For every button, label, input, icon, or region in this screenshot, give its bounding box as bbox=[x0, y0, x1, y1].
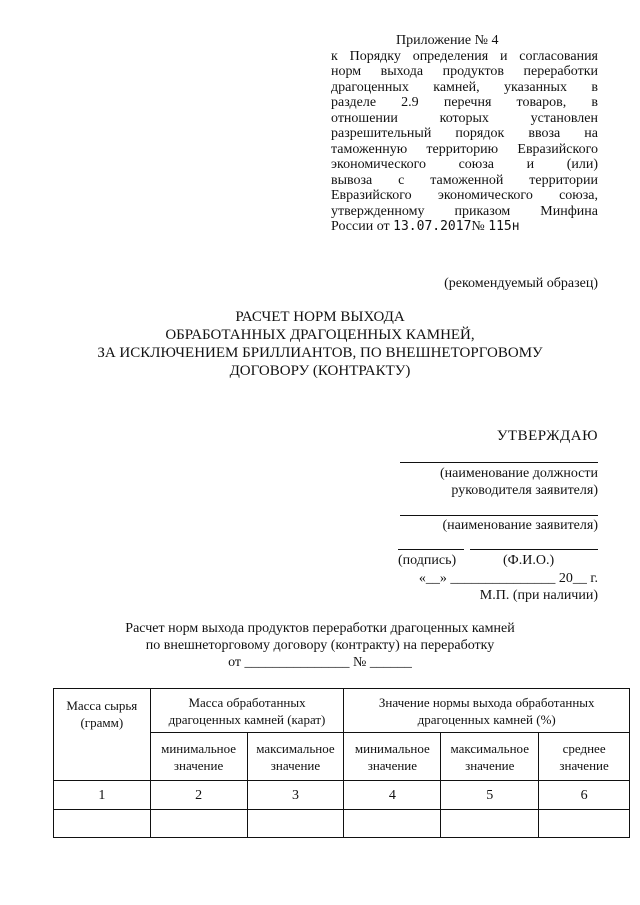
heading-line: драгоценных камней, указанных в bbox=[331, 79, 598, 95]
table-cell[interactable] bbox=[344, 810, 441, 838]
position-caption-2: руководителя заявителя) bbox=[451, 483, 598, 498]
order-date-prefix: России от bbox=[331, 219, 390, 234]
table-cell[interactable] bbox=[150, 810, 247, 838]
table-cell[interactable] bbox=[247, 810, 344, 838]
table-cell[interactable] bbox=[441, 810, 539, 838]
signature-line bbox=[398, 549, 464, 550]
subtitle-line: по внешнеторговому договору (контракту) на переработку bbox=[145, 638, 495, 653]
title-line: ЗА ИСКЛЮЧЕНИЕМ БРИЛЛИАНТОВ, ПО ВНЕШНЕТОРГОВОМУ bbox=[97, 345, 543, 361]
min-mass-header: минимальное значение bbox=[150, 733, 247, 781]
min-norm-header: минимальное значение bbox=[344, 733, 441, 781]
heading-line: утвержденному приказом Минфина bbox=[331, 203, 598, 219]
column-number: 3 bbox=[247, 781, 344, 810]
calculation-subtitle bbox=[80, 620, 560, 671]
heading-line: Евразийского экономического союза, bbox=[331, 188, 598, 203]
heading-line: к Порядку определения и согласования bbox=[331, 48, 598, 64]
fio-line bbox=[470, 549, 598, 550]
heading-line: разделе 2.9 перечня товаров, в bbox=[331, 95, 598, 110]
subtitle-line: от _______________ № ______ bbox=[228, 655, 412, 670]
order-date-line bbox=[331, 219, 598, 235]
heading-line: таможенную территорию Евразийского bbox=[331, 141, 598, 157]
fio-caption: (Ф.И.О.) bbox=[503, 553, 555, 568]
applicant-caption: (наименование заявителя) bbox=[442, 518, 598, 533]
sample-note: (рекомендуемый образец) bbox=[444, 276, 598, 291]
heading-line: экономического союза и (или) bbox=[331, 157, 598, 172]
order-date: 13.07.2017 bbox=[393, 219, 472, 234]
annex-number: Приложение № 4 bbox=[396, 33, 499, 48]
column-number: 4 bbox=[344, 781, 441, 810]
title-line: РАСЧЕТ НОРМ ВЫХОДА bbox=[235, 309, 405, 325]
subtitle-line: Расчет норм выхода продуктов переработки драгоценных камней bbox=[125, 621, 515, 636]
raw-mass-header: Масса сырья (грамм) bbox=[54, 689, 151, 781]
processed-mass-header: Масса обработанных драгоценных камней (карат) bbox=[150, 689, 344, 733]
seal-note: М.П. (при наличии) bbox=[479, 588, 598, 603]
heading-line: вывоза с таможенной территории bbox=[331, 172, 598, 188]
order-number-sign: № bbox=[471, 219, 485, 234]
heading-line: норм выхода продуктов переработки bbox=[331, 64, 598, 79]
column-number: 2 bbox=[150, 781, 247, 810]
column-number-row bbox=[54, 781, 630, 810]
position-line bbox=[400, 462, 598, 463]
heading-line: разрешительный порядок ввоза на bbox=[331, 126, 598, 141]
table-cell[interactable] bbox=[539, 810, 630, 838]
column-number: 6 bbox=[539, 781, 630, 810]
approve-word: УТВЕРЖДАЮ bbox=[496, 428, 598, 444]
annex-heading bbox=[331, 33, 598, 235]
title-line: ДОГОВОРУ (КОНТРАКТУ) bbox=[229, 363, 411, 379]
max-norm-header: максимальное значение bbox=[441, 733, 539, 781]
norms-table bbox=[53, 688, 630, 838]
title-line: ОБРАБОТАННЫХ ДРАГОЦЕННЫХ КАМНЕЙ, bbox=[165, 327, 475, 343]
applicant-line bbox=[400, 515, 598, 516]
heading-line: отношении которых установлен bbox=[331, 110, 598, 126]
max-mass-header: максимальное значение bbox=[247, 733, 344, 781]
position-caption-1: (наименование должности bbox=[439, 466, 598, 481]
document-title bbox=[60, 308, 580, 380]
approval-date-line: «__» _______________ 20__ г. bbox=[418, 571, 598, 586]
table-row bbox=[54, 810, 630, 838]
table-header-row bbox=[54, 689, 630, 733]
norm-value-header: Значение нормы выхода обработанных драгоценных камней (%) bbox=[344, 689, 630, 733]
avg-norm-header: среднее значение bbox=[539, 733, 630, 781]
table-cell[interactable] bbox=[54, 810, 151, 838]
signature-caption: (подпись) bbox=[398, 553, 457, 568]
order-number: 115н bbox=[488, 219, 520, 234]
column-number: 1 bbox=[54, 781, 151, 810]
column-number: 5 bbox=[441, 781, 539, 810]
